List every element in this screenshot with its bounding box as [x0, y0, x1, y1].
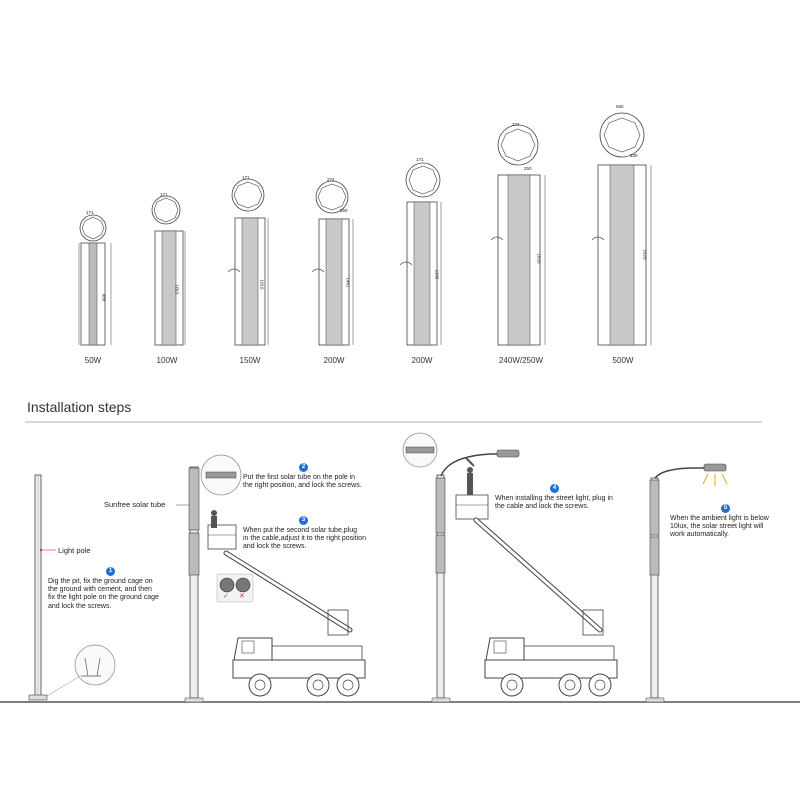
step-5-line: When the ambient light is below [670, 515, 769, 522]
dim-label: 274 [512, 122, 520, 127]
wattage-label: 200W [323, 356, 345, 365]
step-2-text [243, 474, 362, 490]
product-200w-b [400, 163, 441, 345]
step-5-line: work automatically. [670, 531, 730, 539]
dim-label: 171 [416, 157, 424, 162]
dim-label: 171 [160, 192, 168, 197]
dim-label: 530 [630, 153, 638, 158]
step-4-line: When installing the street light, plug in [495, 495, 613, 502]
step-3-text [243, 527, 366, 552]
step-3-line: in the cable,adjust it to the right position [243, 535, 366, 543]
step-5-line: 10lux, the solar street light will [670, 523, 764, 531]
dim-label: 1015 [174, 284, 180, 295]
finished-street-light [646, 464, 727, 702]
wattage-label: 240W/250W [498, 356, 544, 365]
product-50w [79, 215, 111, 345]
step-2-line: the right position, and lock the screws. [243, 482, 362, 490]
step-1-line: Dig the pit, fix the ground cage on [48, 578, 153, 585]
dim-label: 1820 [536, 253, 542, 264]
dim-label: 988 [101, 293, 107, 302]
product-150w [228, 179, 268, 345]
step-1-line: fix the light pole on the ground cage [48, 594, 159, 602]
step-badge-4: 4 [550, 484, 559, 493]
step-badge-2: 2 [299, 463, 308, 472]
product-500w [592, 113, 651, 345]
product-200w-a [312, 181, 353, 345]
dim-label: 1016 [259, 279, 265, 290]
dim-label: 250 [524, 166, 532, 171]
wattage-label: 200W [411, 356, 433, 365]
step-badge-5: 5 [721, 504, 730, 513]
step-2-line: Put the first solar tube on the pole in [243, 474, 356, 481]
step-badge-3: 3 [299, 516, 308, 525]
bucket-truck-2 [456, 458, 617, 696]
dim-label: 1186 [434, 269, 440, 280]
dim-label: 550 [616, 104, 624, 109]
step-1-line: and lock the screws. [48, 602, 112, 610]
step-1-text [48, 578, 159, 611]
dim-label: 171 [86, 210, 94, 215]
step-badge-1: 1 [106, 567, 115, 576]
step-3-line: When put the second solar tube,plug [243, 527, 358, 534]
wattage-label: 150W [239, 356, 261, 365]
dim-label: 274 [327, 177, 335, 182]
dim-label: 1451 [345, 277, 351, 288]
step-4-text [495, 495, 613, 511]
bad-mark: ✕ [239, 593, 245, 600]
product-lineup [0, 0, 800, 380]
dim-label: 171 [242, 175, 250, 180]
dim-label: 250 [340, 208, 348, 213]
section-title: Installation steps [27, 399, 132, 415]
step-3-line: and lock the screws. [243, 543, 307, 551]
step-5-text [670, 515, 769, 540]
step-4-line: the cable and lock the screws. [495, 503, 589, 511]
step-1-line: the ground with cement, and then [48, 586, 152, 594]
pole-with-light-arm [403, 433, 519, 702]
wattage-label: 500W [612, 356, 634, 365]
wattage-label: 100W [156, 356, 178, 365]
light-pole-label: Light pole [58, 546, 91, 555]
solar-tube-label: Sunfree solar tube [104, 500, 166, 509]
product-100w [152, 196, 185, 345]
ok-mark: ✓ [223, 593, 229, 600]
product-240w-250w [491, 125, 545, 345]
wattage-label: 50W [84, 356, 102, 365]
dim-label: 1820 [642, 249, 648, 260]
